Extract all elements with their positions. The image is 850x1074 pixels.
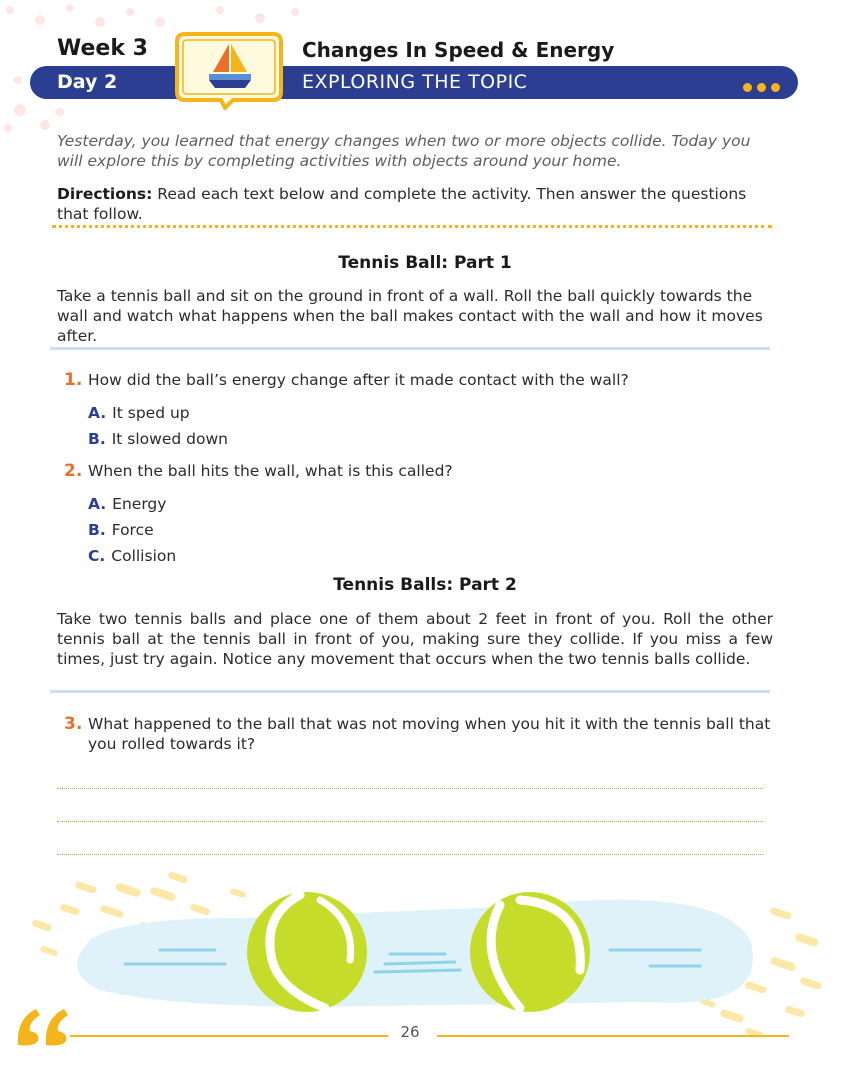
- question-text: How did the ball’s energy change after it made contact with the wall?: [88, 371, 629, 389]
- day-label: Day 2: [57, 71, 118, 93]
- option-1a[interactable]: [88, 404, 190, 422]
- part1-text: Take a tennis ball and sit on the ground in front of a wall. Roll the ball quickly towards the wall and watch what happens when the ball makes contact with the wall and how it moves after.: [57, 287, 763, 345]
- option-2c[interactable]: [88, 547, 176, 565]
- option-letter: A.: [88, 495, 107, 513]
- page-number: 26: [400, 1023, 420, 1041]
- directions-text: Read each text below and complete the activity. Then answer the questions that follow.: [57, 185, 747, 223]
- quote-mark-icon: [14, 1005, 74, 1047]
- directions: [57, 184, 773, 224]
- sailboat-icon: [173, 30, 285, 110]
- option-letter: B.: [88, 430, 106, 448]
- section-divider: [52, 225, 772, 228]
- answer-line-3[interactable]: [57, 854, 763, 855]
- option-letter: A.: [88, 404, 107, 422]
- week-label: Week 3: [57, 36, 148, 61]
- option-2a[interactable]: [88, 495, 166, 513]
- part2-text: Take two tennis balls and place one of them about 2 feet in front of you. Roll the other tennis ball at the tennis ball in front of you, making sure they collide. If you miss a few times, just try again. Notice any movement that occurs when the two tennis balls collide.: [57, 610, 773, 668]
- part1-title: Tennis Ball: Part 1: [338, 253, 512, 273]
- footer-rule-left: [70, 1035, 388, 1037]
- tennis-ball-left: [247, 892, 367, 1012]
- option-text: Collision: [111, 547, 177, 565]
- intro-text: Yesterday, you learned that energy changes when two or more objects collide. Today you will explore this by completing activities with objects around your home.: [57, 132, 751, 170]
- footer-rule-right: [437, 1035, 789, 1037]
- question-2: [64, 461, 774, 481]
- option-text: It slowed down: [111, 430, 228, 448]
- question-number: 2.: [64, 461, 83, 481]
- option-letter: C.: [88, 547, 106, 565]
- question-text: What happened to the ball that was not moving when you hit it with the tennis ball that you rolled towards it?: [88, 715, 771, 753]
- option-text: It sped up: [112, 404, 190, 422]
- question-1: [64, 370, 774, 390]
- option-text: Force: [111, 521, 154, 539]
- banner-dots: [743, 77, 785, 96]
- question-number: 1.: [64, 370, 83, 390]
- question-text: When the ball hits the wall, what is this called?: [88, 462, 453, 480]
- part2-title: Tennis Balls: Part 2: [333, 575, 517, 595]
- option-letter: B.: [88, 521, 106, 539]
- answer-line-1[interactable]: [57, 788, 763, 789]
- page-title: Changes In Speed & Energy: [302, 38, 615, 62]
- tennis-balls-illustration: [0, 860, 850, 1074]
- part2-divider: [50, 690, 770, 693]
- answer-line-2[interactable]: [57, 821, 763, 822]
- option-2b[interactable]: [88, 521, 154, 539]
- tennis-ball-right: [470, 892, 590, 1012]
- part1-divider: [50, 347, 770, 350]
- page-subtitle: EXPLORING THE TOPIC: [302, 71, 528, 93]
- option-1b[interactable]: [88, 430, 228, 448]
- question-3: [64, 714, 774, 753]
- directions-label: Directions:: [57, 185, 153, 203]
- option-text: Energy: [112, 495, 167, 513]
- question-number: 3.: [64, 714, 83, 734]
